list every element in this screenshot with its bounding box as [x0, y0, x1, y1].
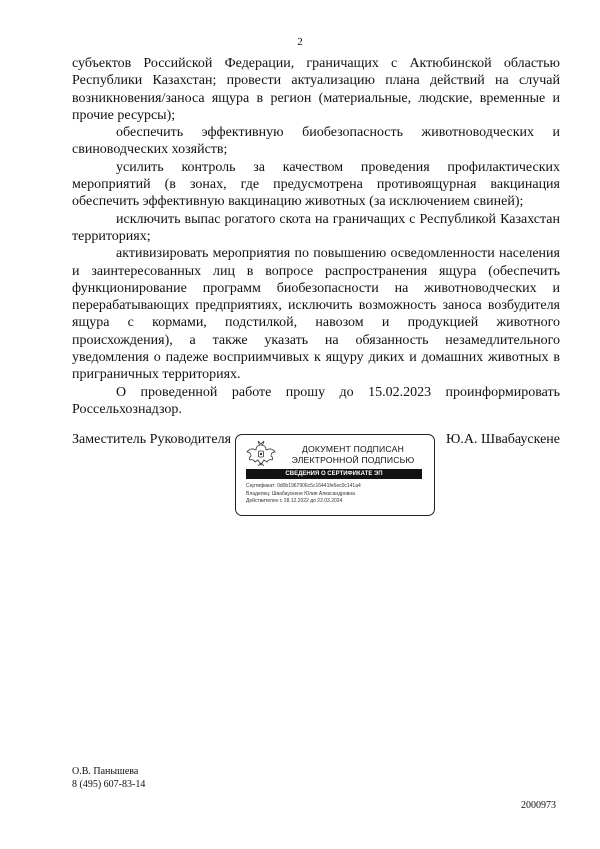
- certificate-owner: Владелец: Швабаускене Юлия Александровна: [246, 490, 355, 497]
- paragraph-4: исключить выпас рогатого скота на граничащих с Республикой Казахстан территориях;: [72, 211, 560, 244]
- stamp-heading-line-1: ДОКУМЕНТ ПОДПИСАН: [301, 444, 404, 454]
- letter-body: [72, 55, 560, 418]
- paragraph-3: усилить контроль за качеством проведения профилактических мероприятий (в зонах, где предусмотрена противоящурная вакцинация обеспечить эффективную вакцинацию животных (за исключением свиней);: [72, 159, 560, 210]
- certificate-serial: Сертификат: 0d0b1967906c5c16441fe6ec0c141a4: [246, 483, 361, 489]
- paragraph-2: обеспечить эффективную биобезопасность животноводческих и свиноводческих хозяйств;: [72, 125, 560, 158]
- stamp-heading: [276, 444, 430, 466]
- document-code: 2000973: [521, 800, 556, 811]
- electronic-signature-stamp: [235, 434, 435, 516]
- paragraph-1: субъектов Российской Федерации, граничащих с Актюбинской областью Республики Казахстан; провести актуализацию плана действий на случай возникновения/заноса ящура в регион (материальные, людские, временные и прочие ресурсы);: [72, 56, 560, 123]
- signer-title: Заместитель Руководителя: [72, 432, 232, 447]
- signature-block: [72, 432, 560, 522]
- russian-coat-of-arms-icon: [246, 440, 276, 468]
- certificate-info-bar: СВЕДЕНИЯ О СЕРТИФИКАТЕ ЭП: [246, 469, 422, 479]
- certificate-validity: Действителен с 28.12.2022 до 22.03.2024: [246, 498, 343, 505]
- stamp-heading-line-2: ЭЛЕКТРОННОЙ ПОДПИСЬЮ: [291, 455, 415, 465]
- executor-name: О.В. Панышева: [72, 766, 139, 777]
- certificate-details: [246, 483, 426, 506]
- executor-info: [72, 766, 145, 791]
- paragraph-5: активизировать мероприятия по повышению осведомленности населения и заинтересованных лиц в вопросе распространения ящура (обеспечить функционирование программ биобезопасности на животноводческих и перерабатывающих предприятиях, исключить возможность заноса возбудителя ящура с кормами, подстилкой, навозом и продукцией животного происхождения), а также указать на обязанность незамедлительного уведомления о падеже восприимчивых к ящуру диких и домашних животных в приграничных территориях.: [72, 246, 560, 383]
- page-number: 2: [297, 36, 303, 48]
- executor-phone: 8 (495) 607-83-14: [72, 778, 146, 790]
- signer-name: Ю.А. Швабаускене: [446, 432, 560, 447]
- paragraph-6: О проведенной работе прошу до 15.02.2023 проинформировать Россельхознадзор.: [72, 384, 560, 417]
